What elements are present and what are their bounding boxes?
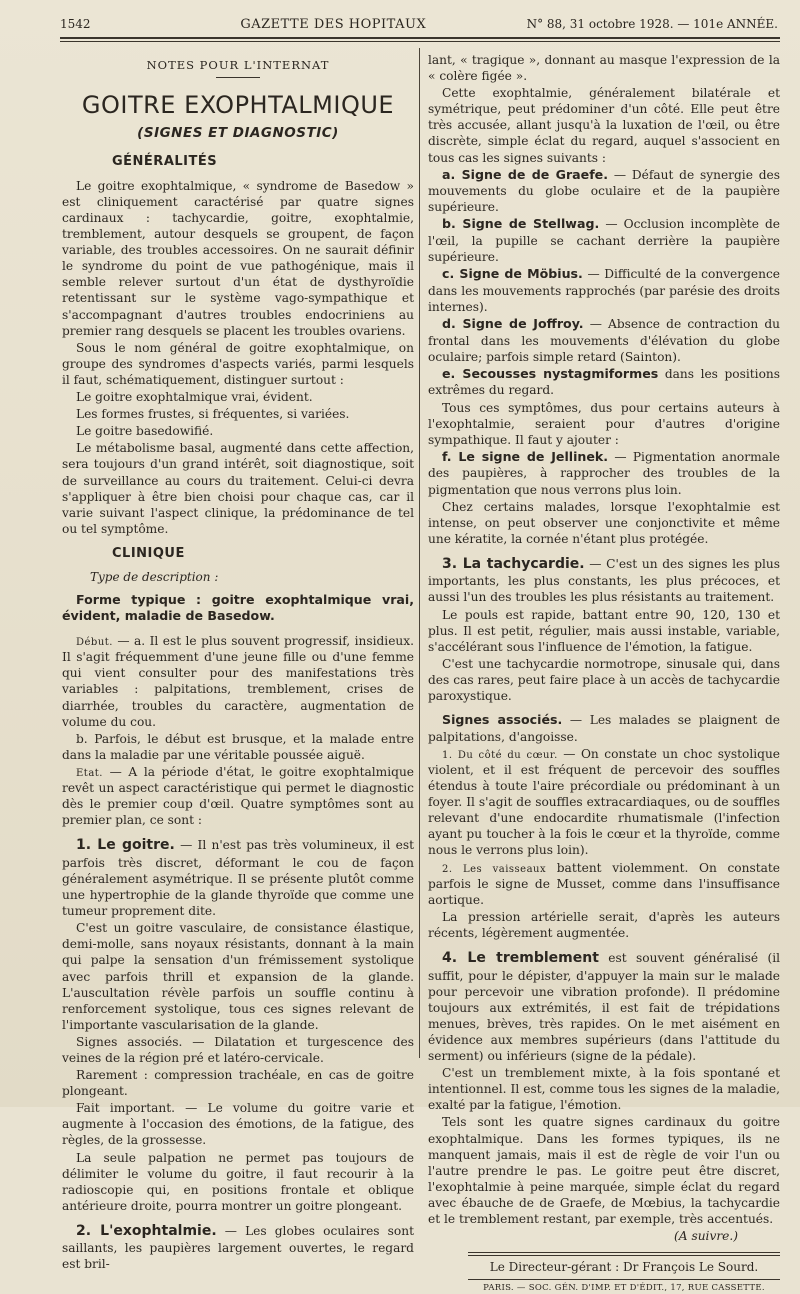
vaisseaux-text: battent violemment. On constate parfois le signe de Musset, comme dans l'insuffisance aortique. [428,860,780,907]
sign-a-text: — Défaut de synergie des mouvements du globe oculaire et de la paupière supérieure. [428,167,781,215]
paragraph: b. Parfois, le début est brusque, et la malade entre dans la maladie par une véritable poussée aiguë. [62,731,414,762]
tremblement-heading: 4. Le tremblement [442,950,599,967]
paragraph-exophtalmie [62,1222,414,1273]
article-title: GOITRE EXOPHTALMIQUE [81,91,395,120]
article-label: NOTES POUR L'INTERNAT [146,58,330,72]
issue-info: N° 88, 31 octobre 1928. — 101e ANNÉE. [526,17,778,31]
signes-associes-heading: Signes associés. [442,712,563,728]
article-subtitle: (SIGNES ET DIAGNOSTIC) [137,124,339,141]
paragraph: C'est une tachycardie normotrope, sinusale qui, dans des cas rares, peut faire place à un accès de tachycardie paroxystique. [428,656,780,704]
section-generalites: GÉNÉRALITÉS [112,153,218,169]
footer-rule [468,1255,780,1256]
sign-b-heading: b. Signe de Stellwag. [442,216,600,232]
signes-associes-text: — Les malades se plaignent de palpitations, d'angoisse. [428,713,780,744]
paragraph: Le pouls est rapide, battant entre 90, 120, 130 et plus. Il est petit, régulier, mais aussi instable, variable, s'accélérant sous l'influence de l'émotion, la fatigue. [428,607,780,654]
sign-d-heading: d. Signe de Joffroy. [442,316,584,332]
a-suivre: (A suivre.) [674,1229,738,1244]
vaisseaux-label: 2. Les vaisseaux [442,863,547,875]
imprint: PARIS. — SOC. GÉN. D'IMP. ET D'ÉDIT., 17, RUE CASSETTE. [483,1283,765,1294]
paragraph: C'est un goitre vasculaire, de consistance élastique, demi-molle, sans noyaux résistants, donnant à la main qui palpe la sensation d'un frémissement systolique avec parfois thrill et expansion de la glande. L'auscultation révèle parfois un souffle continu à renforcement systolique, tous ces signes relevant de l'importante vascularisation de la glande. [62,921,414,1032]
journal-title: GAZETTE DES HOPITAUX [240,16,427,32]
type-description: Type de description : [90,570,219,585]
sign-c-heading: c. Signe de Möbius. [442,266,583,282]
sign-c-text: — Difficulté de la convergence dans les mouvements rapprochés (par parésie des droits internes). [428,267,780,314]
sign-e-heading: e. Secousses nystagmiformes [442,365,659,381]
coeur-label: 1. Du côté du cœur. [442,749,558,761]
paragraph: Sous le nom général de goitre exophtalmique, on groupe des syndromes d'aspects variés, parmi lesquels il faut, schématiquement, distinguer surtout : [62,340,414,387]
page-header [60,12,778,36]
exophtalmie-heading: 2. L'exophtalmie. [76,1222,217,1239]
sign-e-text: dans les positions extrêmes du regard. [428,366,781,398]
paragraph-etat [62,764,414,828]
section-clinique: CLINIQUE [112,545,185,561]
header-rule-thin [60,41,780,42]
sign-c [428,266,780,315]
exophtalmie-text: — Les globes oculaires sont saillants, les paupières largement ouvertes, le regard est bril- [62,1223,414,1272]
sign-b [428,216,780,265]
goitre-text: — Il n'est pas très volumineux, il est parfois très discret, déformant le cou de façon généralement asymétrique. Il se présente plutôt comme une hypertrophie de la glande thyroïde que comme une tumeur proprement dite. [62,838,415,919]
tachycardie-text: — C'est un des signes les plus importants, les plus constants, les plus précoces, et aussi l'un des troubles les plus résistants au traitement. [428,556,780,605]
sign-d-text: — Absence de contraction du frontal dans les mouvements d'élévation du globe oculaire; parfois simple retard (Sainton). [428,317,780,364]
column-divider [419,48,420,1058]
sign-a-heading: a. Signe de de Graefe. [442,166,608,182]
coeur-text: — On constate un choc systolique violent, et il est fréquent de percevoir des souffles étendus à toute l'aire précordiale ou prédominant à un foyer. Il s'agit de souffles extracardiaques, ou de souffles relevant d'une endocardite rhumatismale (l'infection ayant pu toucher à la fois le cœur et la thyroïde, comme nous le verrons plus loin). [428,746,781,858]
paragraph: lant, « tragique », donnant au masque l'expression de la « colère figée ». [428,53,780,84]
paragraph: Fait important. — Le volume du goitre varie et augmente à l'occasion des émotions, de la fatigue, des règles, de la grossesse. [62,1101,414,1148]
debut-text: — a. Il est le plus souvent progressif, insidieux. Il s'agit fréquemment d'une jeune fille ou d'une femme qui vient consulter pour des manifestations très variables : palpitations, tremblement, crises de diarrhée, troubles du caractère, augmentation de volume du cou. [62,634,415,729]
right-column [428,52,780,1294]
paragraph-signes-associes [428,712,780,745]
sign-f [428,449,780,498]
paragraph: C'est un tremblement mixte, à la fois spontané et intentionnel. Il est, comme tous les signes de la maladie, exalté par la fatigue, l'émotion. [428,1066,780,1113]
sign-e [428,366,780,399]
paragraph: Rarement : compression trachéale, en cas de goitre plongeant. [62,1068,414,1099]
page-number: 1542 [60,17,91,31]
header-rule-thick [60,37,780,39]
sign-f-heading: f. Le signe de Jellinek. [442,448,609,464]
paragraph: Le métabolisme basal, augmenté dans cette affection, sera toujours d'un grand intérêt, soit diagnostique, soit de surveillance au cours du traitement. Celui-ci devra s'appliquer à être bien choisi pour chaque cas, car il varie suivant l'aspect clinique, la prédominance de tel ou tel symptôme. [62,441,414,536]
tremblement-text: est souvent généralisé (il suffit, pour le dépister, d'appuyer la main sur le malade pour percevoir une vibration profonde). Il prédomine toujours aux extrémités, il est fait de trépidations menues, brèves, très rapides. On le met aisément en évidence aux membres supérieurs (dans l'attitude du serment) ou inférieurs (signe de la pédale). [428,951,780,1064]
paragraph: Cette exophtalmie, généralement bilatérale et symétrique, peut prédominer d'un côté. Elle peut être très accusée, allant jusqu'à la luxation de l'œil, ou être discrète, simple éclat du regard, auquel s'associent en tous cas les signes suivants : [428,86,780,165]
paragraph-debut [62,633,414,730]
footer-rule [468,1252,780,1253]
goitre-heading: 1. Le goitre. [76,837,175,854]
paragraph-tachycardie [428,555,780,606]
paragraph-tremblement [428,949,780,1064]
sign-d [428,316,780,365]
sign-a [428,167,780,216]
paragraph: Tous ces symptômes, dus pour certains auteurs à l'exophtalmie, seraient pour d'autres d'origine sympathique. Il faut y ajouter : [428,400,780,447]
paragraph-coeur [428,746,780,859]
list-item: Les formes frustes, si fréquentes, si variées. [76,407,350,422]
sign-f-text: — Pigmentation anormale des paupières, à rapprocher des troubles de la pigmentation que nous verrons plus loin. [428,449,781,497]
left-column [62,52,414,1274]
paragraph: Signes associés. — Dilatation et turgescence des veines de la région pré et latéro-cervicale. [62,1034,414,1065]
etat-text: — A la période d'état, le goitre exophtalmique revêt un aspect caractéristique qui permet le diagnostic dès le premier coup d'œil. Quatre symptômes sont au premier plan, ce sont : [62,764,415,828]
paragraph-goitre [62,836,414,919]
paragraph: Tels sont les quatre signes cardinaux du goitre exophtalmique. Dans les formes typiques, ils ne manquent jamais, mais il est de règle de voir l'un ou l'autre prendre le pas. Le goitre peut être discret, l'exophtalmie à peine marquée, simple éclat du regard avec ébauche de de Graefe, de Mœbius, la tachycardie et le tremblement restant, par exemple, très accentués. [428,1115,780,1227]
paragraph-vaisseaux [428,860,780,908]
list-item: Le goitre exophtalmique vrai, évident. [76,390,313,405]
tachycardie-heading: 3. La tachycardie. [442,555,585,572]
footer-rule [468,1279,780,1280]
paragraph: La pression artérielle serait, d'après les auteurs récents, légèrement augmentée. [428,909,780,941]
etat-label: Etat. [76,767,103,779]
paragraph: Le goitre exophtalmique, « syndrome de Basedow » est cliniquement caractérisé par quatre signes cardinaux : tachycardie, goitre, exophtalmie, tremblement, autour desquels se groupent, de façon variable, des troubles accessoires. On ne saurait définir le syndrome du point de vue pathogénique, mais il semble relever surtout d'un état de dysthyroïdie retentissant sur le système vago-sympathique et s'accompagnant d'autres troubles endocriniens au premier rang desquels se placent les troubles ovariens. [62,178,414,338]
label-rule [216,77,260,78]
list-item: Le goitre basedowifié. [76,424,214,439]
directeur-gerant: Le Directeur-gérant : Dr François Le Sourd. [489,1260,759,1275]
paragraph: La seule palpation ne permet pas toujours de délimiter le volume du goitre, il faut recourir à la radioscopie qui, en positions frontale et oblique antérieure droite, pourra montrer un goitre plongeant. [62,1150,414,1213]
debut-label: Début. [76,637,113,649]
sign-b-text: — Occlusion incomplète de l'œil, la pupille se cachant derrière la paupière supérieure. [428,217,781,265]
forme-typique-heading: Forme typique : goitre exophtalmique vrai, évident, maladie de Basedow. [62,591,414,624]
paragraph: Chez certains malades, lorsque l'exophtalmie est intense, on peut observer une conjonctivite et même une kératite, la cornée n'étant plus protégée. [428,499,780,546]
